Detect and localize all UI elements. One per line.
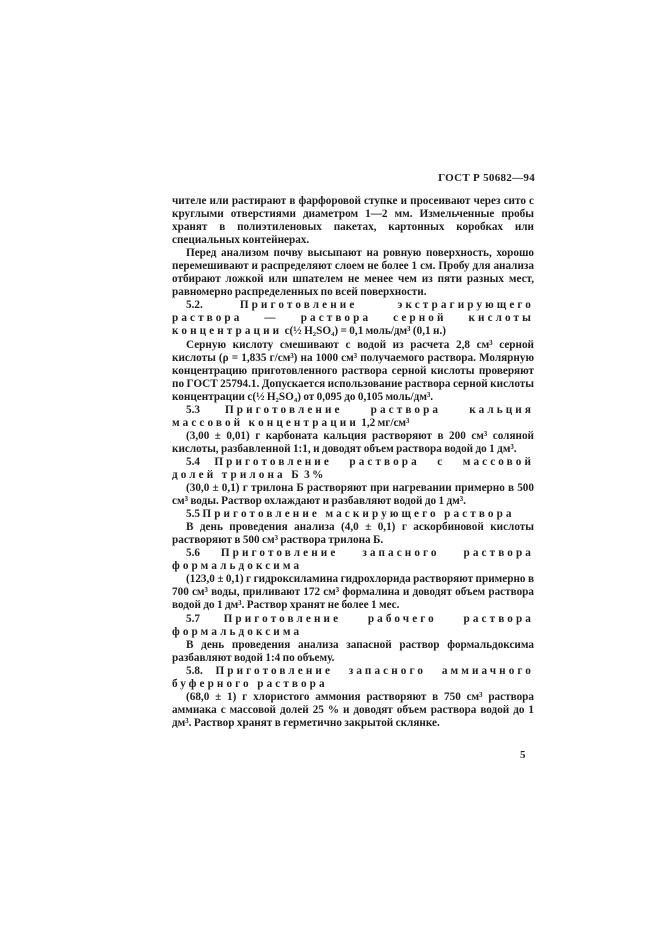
section-title: Приготовление раствора с массовой долей трилона Б (172, 455, 534, 481)
section-number: 5.5 (186, 508, 200, 521)
section-5-8-heading (172, 665, 534, 691)
paragraph-buffer: (68,0 ± 1) г хлористого аммония растворяют в 750 см³ раствора аммиака с массовой долей 25 % и доводят объем раствора водой до 1 дм³. Раствор хранят в герметично закрытой склянке. (172, 690, 534, 729)
section-5-2-heading (172, 299, 534, 338)
section-5-6-heading (172, 547, 534, 573)
section-title: Приготовление запасного раствора формальдоксима (172, 547, 534, 573)
page-body (172, 195, 534, 730)
section-number: 5.6 (186, 547, 200, 560)
section-title: Приготовление запасного аммиачного буферного раствора (172, 664, 534, 690)
section-5-5-heading (172, 508, 534, 521)
paragraph-working-formaldoxime: В день проведения анализа запасной раствор формальдоксима разбавляют водой 1:4 по объему. (172, 638, 534, 664)
paragraph-stock-formaldoxime: (123,0 ± 0,1) г гидроксиламина гидрохлорида растворяют примерно в 700 см³ воды, приливают 172 см³ формалина и доводят объем раствора водой до 1 дм³. Раствор хранят не более 1 мес. (172, 573, 534, 612)
page-number: 5 (520, 749, 526, 761)
section-title: Приготовление раствора кальция массовой концентрации (172, 403, 534, 429)
section-title: Приготовление экстрагирующего раствора — раствора серной кислоты концентрации (172, 299, 534, 338)
section-number: 5.2. (186, 299, 203, 312)
section-title: Приготовление маскирующего раствора (202, 508, 515, 521)
section-5-7-heading (172, 613, 534, 639)
section-number: 5.7 (186, 612, 200, 625)
section-number: 5.3 (186, 403, 200, 416)
section-number: 5.8. (186, 664, 203, 677)
paragraph-continuation: чителе или растирают в фарфоровой ступке и просеивают через сито с круглыми отверстиями диаметром 1—2 мм. Измельченные пробы хранят в полиэтиленовых пакетах, картонных коробках или специальных контейнерах. (172, 195, 534, 247)
section-formula: c(½ H₂SO₄) = 0,1 моль/дм³ (0,1 н.) (284, 325, 447, 338)
section-formula: 3 % (304, 468, 324, 481)
section-5-4-heading (172, 456, 534, 482)
paragraph-calcium: (3,00 ± 0,01) г карбоната кальция растворяют в 200 см³ соляной кислоты, разбавленной 1:1, и доводят объем раствора водой до 1 дм³. (172, 429, 534, 455)
paragraph-masking: В день проведения анализа (4,0 ± 0,1) г аскорбиновой кислоты растворяют в 500 см³ раствора трилона Б. (172, 521, 534, 547)
section-number: 5.4 (186, 455, 200, 468)
paragraph-sulfuric-acid: Серную кислоту смешивают с водой из расчета 2,8 см³ серной кислоты (ρ = 1,835 г/см³) на 1000 см³ получаемого раствора. Молярную концентрацию приготовленного раствора серной кислоты проверяют по ГОСТ 25794.1. Допускается использование раствора серной кислоты концентрации c(½ H₂SO₄) от 0,095 до 0,105 моль/дм³. (172, 338, 534, 403)
section-formula: 1,2 мг/см³ (361, 416, 410, 429)
section-title: Приготовление рабочего раствора формальдоксима (172, 612, 534, 638)
paragraph-sampling: Перед анализом почву высыпают на ровную поверхность, хорошо перемешивают и распределяют слоем не более 1 см. Пробу для анализа отбирают ложкой или шпателем не менее чем из пяти разных мест, равномерно распределенных по всей поверхности. (172, 247, 534, 299)
paragraph-trilon: (30,0 ± 0,1) г трилона Б растворяют при нагревании примерно в 500 см³ воды. Раствор охлаждают и разбавляют водой до 1 дм³. (172, 482, 534, 508)
document-header: ГОСТ Р 50682—94 (438, 172, 535, 184)
section-5-3-heading (172, 404, 534, 430)
